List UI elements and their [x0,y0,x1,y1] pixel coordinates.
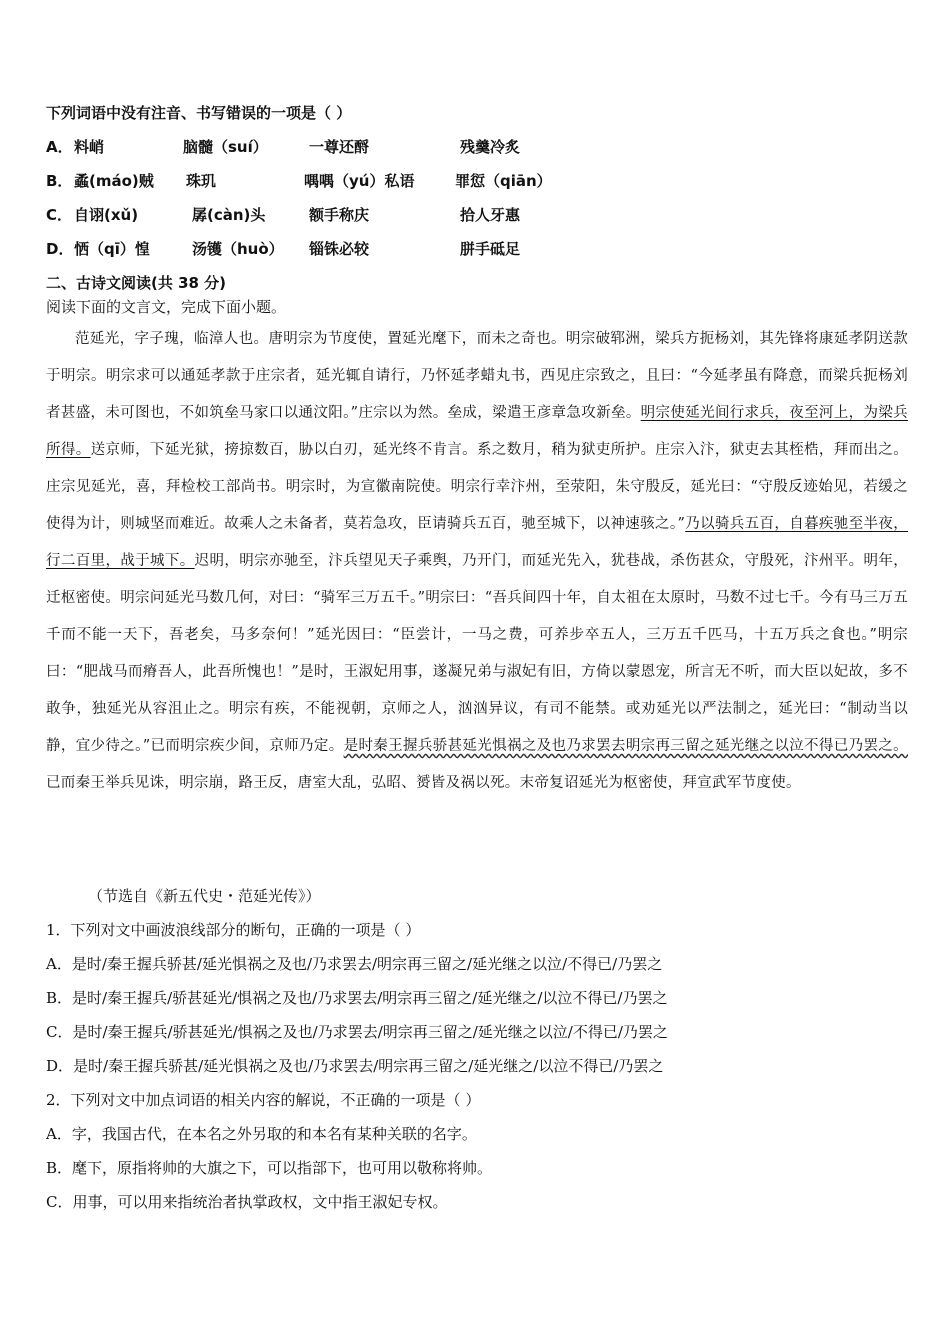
option-word: 额手称庆 [309,206,370,224]
passage-text: 送京师，下延光狱，搒掠数百，胁以白刃，延光终不肯言。系之数月，稍为狱吏所护。庄宗入汴，狱吏去其桎梏，拜而出之。庄宗见延光，喜，拜检校工部尚书。明宗时，为宣徽南院使。明宗行幸汴州，至荥阳，朱守殷反，延光曰：“守殷反迹始见，若缓之使得为计，则城坚而难近。故乘人之未备者，莫若急攻，臣请骑兵五百，驰至城下，以神速骇之。” [46,442,908,532]
option-word: 孱(càn)头 [192,206,266,224]
option-word: 罪愆（qiān） [455,172,552,190]
passage-text: ，遂凝兄弟与淑妃有旧，方倚以蒙恩宠，所言无不听，而大臣以妃故，多不敢争，独延光从容沮止之。明宗有疾，不能视朝，京师之人，汹汹异议，有司不能禁。或劝延光以严法制之，延光曰：“制动当以静，宜少待之。”已而明宗疾少间，京师乃定。 [46,664,908,754]
option-word: 脑髓（suí） [183,138,268,156]
option-word: 料峭 [74,138,105,156]
question-2-option-b: B．麾下，原指将帅的大旗之下，可以指部下，也可用以敬称将帅。 [46,1159,493,1177]
wavy-underlined-sentence: 是时秦王握兵骄甚延光惧祸之及也乃求罢去明宗再三留之延光继之以泣不得已乃罢之。 [343,738,908,754]
option-word: 恓（qī）惶 [74,240,150,258]
underlined-sentence: 乃以骑兵五百，自暮疾驰至半夜，行二百里，战于城下。 [46,516,908,569]
section-title: 二、古诗文阅读(共 38 分) [46,274,227,292]
option-letter: D． [46,240,74,258]
passage-text: 已而秦王举兵见诛，明宗崩，路王反，唐室大乱，弘昭、赟皆及祸以死。末帝复诏延光为枢密使，拜宣武军节度使。 [46,775,801,791]
option-word: 锱铢必较 [309,240,370,258]
question-2-stem: 2．下列对文中加点词语的相关内容的解说，不正确的一项是（ ） [46,1091,481,1109]
option-word: 残羹冷炙 [460,138,521,156]
option-word: 一尊还酹 [309,138,370,156]
passage-text: 范延光，字子瑰，临漳人也。唐明宗为节度使，置延光麾下，而未之奇也。明宗破郓洲，梁兵方扼杨刘，其先锋将康延孝阴送款于明宗。明宗求可以通延孝款于庄宗者，延光辄自请行，乃怀延孝蜡丸书，西见庄宗致之，且曰：“今延孝虽有降意，而梁兵扼杨刘者甚盛，未可图也，不如筑垒马家口以通汶阳。”庄宗以为然。垒成，梁遣王彦章急攻新垒。 [46,331,908,421]
option-word: 蟊(máo)贼 [74,172,154,190]
question-2-option-a: A．字，我国古代，在本名之外另取的和本名有某种关联的名字。 [46,1125,477,1143]
question-stem: 下列词语中没有注音、书写错误的一项是（ ） [46,104,352,122]
passage-text: 迟明，明宗亦驰至，汴兵望见天子乘舆，乃开门，而延光先入，犹巷战，杀伤甚众，守殷死，汴州平。明年，迁枢密使。明宗问延光马数几何，对曰：“骑军三万五千。”明宗曰：“吾兵间四十年，自太祖在太原时，马数不过七千。今有马三万五千而不能一天下，吾老矣，马多奈何！”延光因曰：“臣尝计，一马之费，可养步卒五人，三万五千匹马，十五万兵之食也。”明宗曰：“肥战马而瘠吾人，此吾所愧也！”是时，王淑妃 [46,553,908,680]
question-1-option-a: A．是时/秦王握兵骄甚/延光惧祸之及也/乃求罢去/明宗再三留之/延光继之以泣/不得已/乃罢之 [46,955,663,973]
question-1-option-b: B．是时/秦王握兵/骄甚延光/惧祸之及也/乃求罢去/明宗再三留之/延光继之/以泣不得已/乃罢之 [46,989,668,1007]
section-instruction: 阅读下面的文言文，完成下面小题。 [46,298,287,316]
option-word: 胼手砥足 [460,240,521,258]
question-1-option-c: C．是时/秦王握兵/骄甚延光/惧祸之及也/乃求罢去/明宗再三留之/延光继之以泣/不得已/乃罢之 [46,1023,668,1041]
option-word: 汤镬（huò） [192,240,284,258]
underlined-sentence: 明宗使延光间行求兵，夜至河上，为梁兵所得。 [46,405,908,458]
option-letter: B． [46,172,73,190]
option-letter: C． [46,206,73,224]
option-word: 自诩(xǔ) [74,206,139,224]
option-word: 喁喁（yú）私语 [304,172,415,190]
option-word: 珠玑 [186,172,217,190]
dotted-term: 用事 [388,664,418,680]
question-1-option-d: D．是时/秦王握兵骄甚/延光惧祸之及也/乃求罢去/明宗再三留之/延光继之/以泣不得已/乃罢之 [46,1057,664,1075]
classical-passage [46,321,908,802]
question-1-stem: 1．下列对文中画波浪线部分的断句，正确的一项是（ ） [46,921,421,939]
option-letter: A． [46,138,73,156]
option-word: 拾人牙惠 [460,206,521,224]
passage-source: （节选自《新五代史・范延光传》） [88,887,321,905]
question-2-option-c: C．用事，可以用来指统治者执掌政权，文中指王淑妃专权。 [46,1193,448,1211]
